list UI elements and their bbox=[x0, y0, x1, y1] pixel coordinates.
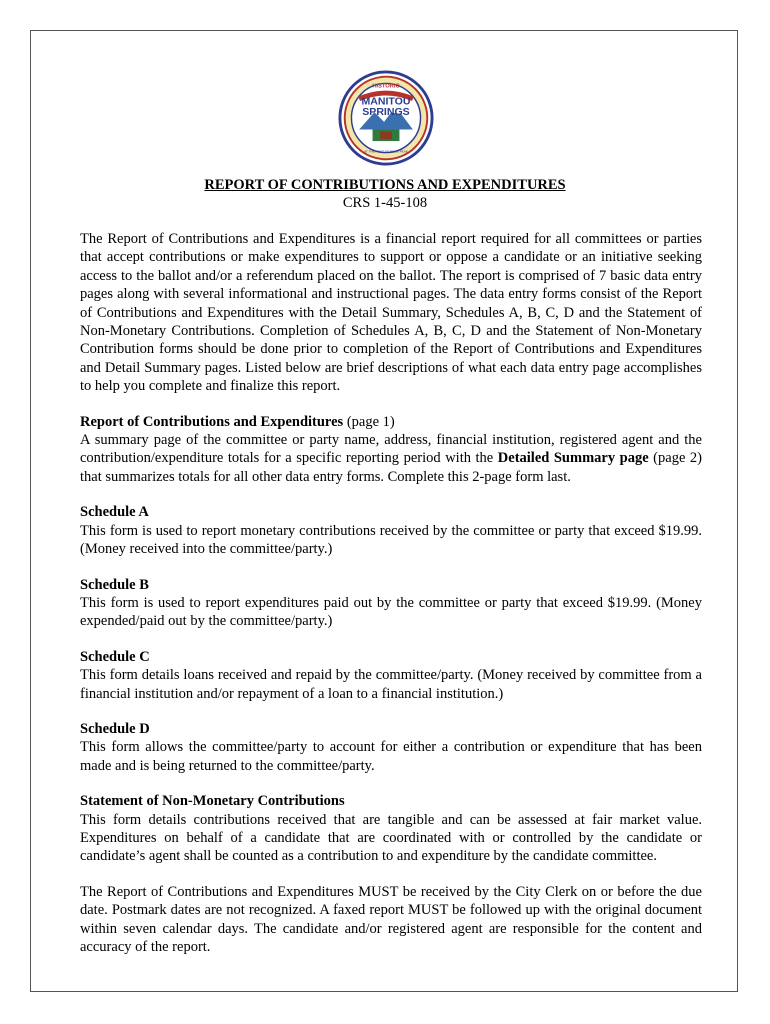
document-body bbox=[80, 230, 702, 973]
non-monetary-body: This form details contributions received that are tangible and can be assessed at fair market value. Expenditures on behalf of a candidate that are coordinated with or controlled by the candidate or candidate’s agent shall be counted as a contribution to and expenditure by the candidate committee. bbox=[80, 811, 702, 865]
schedule-b-heading: Schedule B bbox=[80, 576, 149, 593]
non-monetary-heading: Statement of Non-Monetary Contributions bbox=[80, 793, 345, 810]
schedule-a-heading: Schedule A bbox=[80, 504, 149, 521]
report-heading-suffix: (page 1) bbox=[343, 413, 395, 430]
report-body-part2: (page 2) that summarizes totals for all other data entry forms. Complete this 2-page form last. bbox=[80, 450, 703, 485]
schedule-b-body: This form is used to report expenditures paid out by the committee or party that exceed $19.99. (Money expended/paid out by the committee/party.) bbox=[80, 594, 702, 630]
schedule-b-section bbox=[80, 576, 702, 631]
report-body-bold: Detailed Summary page bbox=[497, 450, 649, 467]
report-heading: Report of Contributions and Expenditures bbox=[80, 413, 344, 430]
statute-reference: CRS 1-45-108 bbox=[342, 195, 428, 211]
schedule-d-body: This form allows the committee/party to account for either a contribution or expenditure that has been made and is being returned to the committee/party. bbox=[80, 739, 702, 774]
report-section bbox=[80, 413, 702, 487]
document-title: REPORT OF CONTRIBUTIONS AND EXPENDITURES bbox=[204, 177, 566, 193]
schedule-c-section bbox=[80, 648, 702, 703]
svg-text:AT THE FOOT OF PIKES PEAK: AT THE FOOT OF PIKES PEAK bbox=[364, 149, 408, 154]
svg-text:SPRINGS: SPRINGS bbox=[362, 106, 410, 119]
svg-text:HISTORIC: HISTORIC bbox=[372, 83, 400, 90]
closing-paragraph: The Report of Contributions and Expenditures MUST be received by the City Clerk on or before the due date. Postmark dates are not recognized. A faxed report MUST be followed up with the original document within seven calendar days. The candidate and/or registered agent are responsible for the content and accuracy of the report. bbox=[80, 883, 702, 955]
schedule-c-heading: Schedule C bbox=[80, 648, 150, 665]
non-monetary-section bbox=[80, 792, 702, 866]
intro-paragraph: The Report of Contributions and Expenditures is a financial report required for all committees or parties that accept contributions or make expenditures to support or oppose a candidate or an initiative seeking access to the ballot and/or a referendum placed on the ballot. The report is comprised of 7 basic data entry pages along with several informational and instructional pages. The data entry forms consist of the Report of Contributions and Expenditures with the Detail Summary, Schedules A, B, C, D and the Statement of Non-Monetary Contributions. Completion of Schedules A, B, C, D and the Statement of Non-Monetary Contribution forms should be done prior to completion of the Report of Contributions and Expenditures and Detail Summary pages. Listed below are brief descriptions of what each data entry page accomplishes to help you complete and finalize this report. bbox=[80, 231, 702, 395]
schedule-a-section bbox=[80, 503, 702, 558]
schedule-d-heading: Schedule D bbox=[80, 720, 150, 737]
schedule-a-body: This form is used to report monetary contributions received by the committee or party that exceed $19.99. (Money received into the committee/party.) bbox=[80, 522, 702, 558]
schedule-d-section bbox=[80, 720, 702, 775]
report-body-part1: A summary page of the committee or party name, address, financial institution, registered agent and the contribution/expenditure totals for a specific reporting period with the bbox=[80, 432, 702, 467]
svg-text:MANITOU: MANITOU bbox=[361, 95, 411, 108]
manitou-springs-seal-logo bbox=[338, 70, 434, 166]
schedule-c-body: This form details loans received and repaid by the committee/party. (Money received by committee from a financial institution and/or repayment of a loan to a financial institution.) bbox=[80, 667, 702, 702]
